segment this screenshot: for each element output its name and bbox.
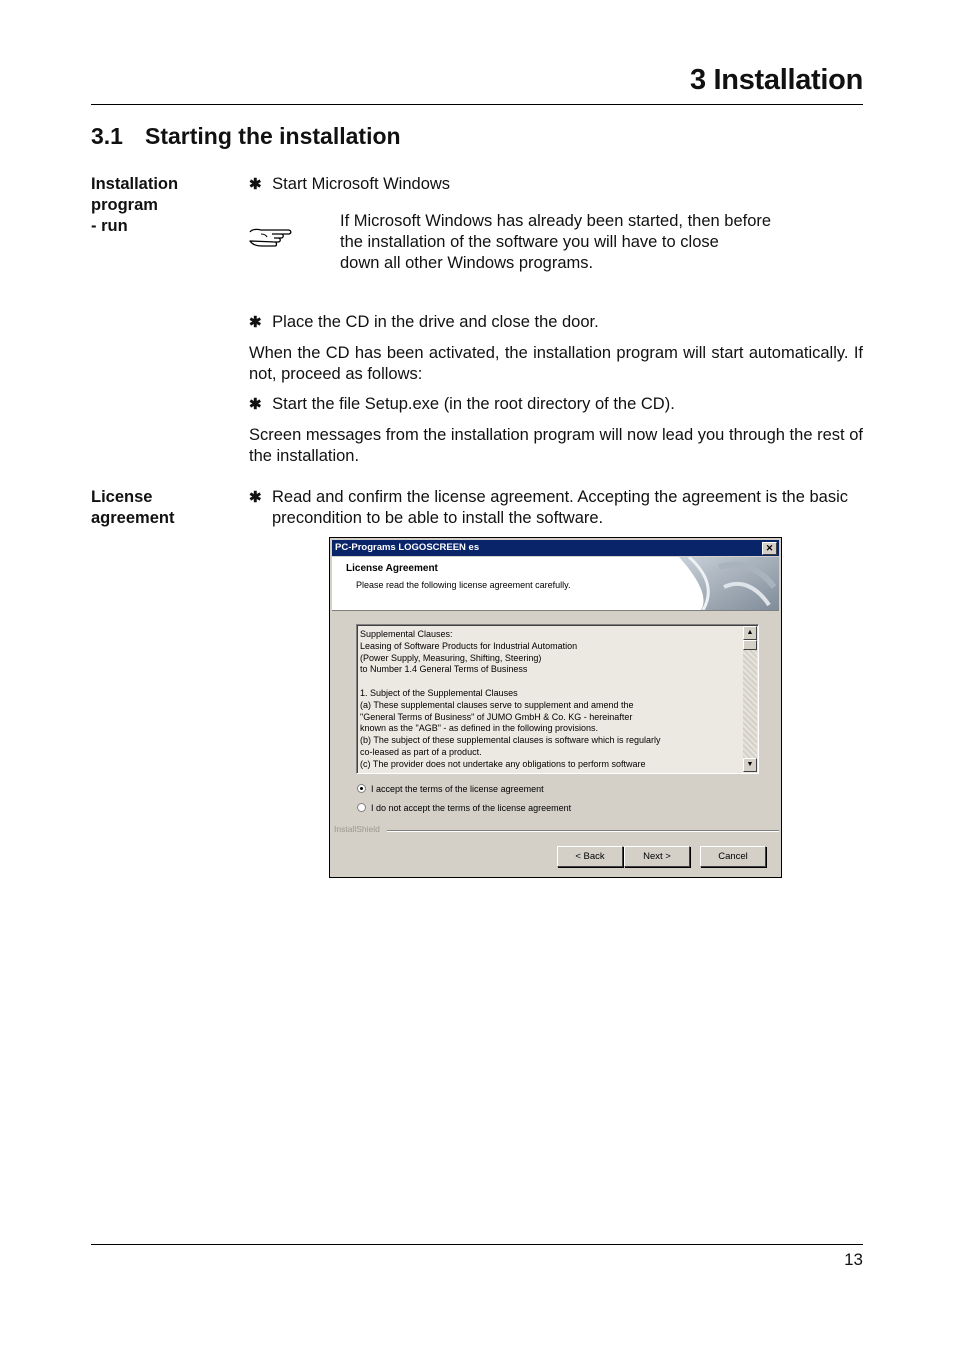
scroll-thumb[interactable] xyxy=(743,640,757,650)
bullet-star-icon: ✱ xyxy=(249,176,262,193)
license-dialog xyxy=(329,537,782,878)
paragraph-screen-messages: Screen messages from the installation program will now lead you through the rest of the installation. xyxy=(249,426,863,465)
note-line: the installation of the software you will have to close xyxy=(340,233,719,251)
dialog-header xyxy=(332,557,779,611)
bullet-text: Start the file Setup.exe (in the root directory of the CD). xyxy=(272,395,675,413)
margin-label-line: agreement xyxy=(91,509,175,527)
note-block xyxy=(340,211,771,274)
margin-label-line: Installation xyxy=(91,175,179,193)
installshield-banner-art-icon xyxy=(679,557,779,610)
footer-rule xyxy=(91,1244,863,1245)
bullet-start-windows xyxy=(249,174,450,195)
scroll-up-icon[interactable]: ▲ xyxy=(743,626,757,640)
license-line: to Number 1.4 General Terms of Business xyxy=(360,664,528,675)
chapter-title: 3 Installation xyxy=(689,64,863,96)
radio-decline[interactable] xyxy=(357,803,571,813)
license-line xyxy=(360,676,740,688)
note-line: down all other Windows programs. xyxy=(340,254,594,272)
radio-unselected-icon[interactable] xyxy=(357,803,366,812)
license-line: (b) The subject of these supplemental clauses is software which is regularly xyxy=(360,735,661,746)
margin-label-line: License xyxy=(91,488,153,506)
back-button[interactable]: < Back xyxy=(557,846,623,867)
paragraph-cd-activated: When the CD has been activated, the installation program will start automatically. If not, proceed as follows: xyxy=(249,344,863,383)
page-number: 13 xyxy=(844,1250,863,1269)
bullet-text: Place the CD in the drive and close the door. xyxy=(272,313,599,331)
bullet-text: Read and confirm the license agreement. Accepting the agreement is the basic precondition to be able to install the software. xyxy=(272,488,849,527)
bullet-text: Start Microsoft Windows xyxy=(272,175,451,193)
license-line: (Power Supply, Measuring, Shifting, Steering) xyxy=(360,652,542,663)
section-title: Starting the installation xyxy=(145,123,401,149)
license-line: (c) The provider does not undertake any obligations to perform software xyxy=(360,758,646,769)
license-line: Leasing of Software Products for Industrial Automation xyxy=(360,640,578,651)
license-scrollbar[interactable] xyxy=(743,626,757,772)
radio-decline-label: I do not accept the terms of the license agreement xyxy=(371,803,572,813)
close-icon[interactable]: ✕ xyxy=(762,542,777,555)
dialog-title: PC-Programs LOGOSCREEN es xyxy=(335,542,480,553)
dialog-header-title: License Agreement xyxy=(346,563,438,574)
bullet-license xyxy=(249,487,863,529)
bullet-star-icon: ✱ xyxy=(249,314,262,331)
bullet-setup-exe xyxy=(249,394,675,415)
margin-label-license xyxy=(91,487,231,529)
pointing-hand-icon xyxy=(248,226,294,250)
license-line: known as the "AGB" - as defined in the following provisions. xyxy=(360,723,599,734)
dialog-header-subtitle: Please read the following license agreement carefully. xyxy=(356,580,571,590)
bullet-star-icon: ✱ xyxy=(249,489,262,506)
bullet-place-cd xyxy=(249,312,599,333)
margin-label-line: - run xyxy=(91,217,128,235)
radio-selected-icon[interactable] xyxy=(357,784,366,793)
next-button[interactable]: Next > xyxy=(624,846,690,867)
section-number: 3.1 xyxy=(91,123,123,149)
margin-label-line: program xyxy=(91,196,158,214)
margin-label-installation xyxy=(91,174,231,237)
license-line: "General Terms of Business" of JUMO GmbH & Co. KG - hereinafter xyxy=(360,711,633,722)
installshield-label: InstallShield xyxy=(334,824,380,834)
license-text xyxy=(360,629,740,771)
installshield-divider xyxy=(387,830,779,832)
note-line: If Microsoft Windows has already been started, then before xyxy=(340,212,772,230)
scroll-down-icon[interactable]: ▼ xyxy=(743,758,757,772)
dialog-titlebar[interactable] xyxy=(332,540,779,556)
license-line: 1. Subject of the Supplemental Clauses xyxy=(360,687,518,698)
license-text-box[interactable] xyxy=(356,624,759,774)
license-line: (a) These supplemental clauses serve to supplement and amend the xyxy=(360,699,634,710)
cancel-button[interactable]: Cancel xyxy=(700,846,766,867)
radio-accept-label: I accept the terms of the license agreement xyxy=(371,784,544,794)
header-rule xyxy=(91,104,863,105)
bullet-star-icon: ✱ xyxy=(249,396,262,413)
radio-accept[interactable] xyxy=(357,784,544,794)
license-line: co-leased as part of a product. xyxy=(360,746,482,757)
license-line: Supplemental Clauses: xyxy=(360,629,453,639)
